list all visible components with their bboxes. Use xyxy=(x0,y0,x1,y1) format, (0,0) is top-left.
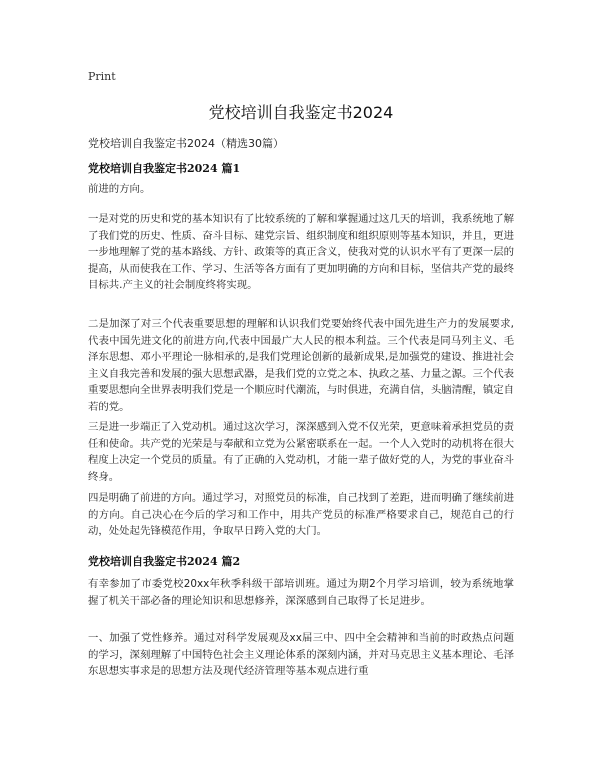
print-link[interactable]: Print xyxy=(88,70,116,83)
document-page xyxy=(88,0,514,776)
document-subtitle: 党校培训自我鉴定书2024（精选30篇） xyxy=(88,137,284,150)
paragraph: 一是对党的历史和党的基本知识有了比较系统的了解和掌握通过这几天的培训，我系统地了解了我们党的历史、性质、奋斗目标、建党宗旨、组织制度和组织原则等基本知识，并且，更进一步地理解了党的基本路线、方针、政策等的真正含义，使我对党的认识水平有了更深一层的提高，从而使我在工作、学习、生活等各方面有了更加明确的方向和目标，坚信共产党的最终目标共.产主义的社会制度终将实现。 xyxy=(88,213,514,292)
paragraph: 有幸参加了市委党校20xx年秋季科级干部培训班。通过为期2个月学习培训，较为系统地掌握了机关干部必备的理论知识和思想修养，深深感到自己取得了长足进步。 xyxy=(88,578,514,607)
section-heading-1: 党校培训自我鉴定书2024 篇1 xyxy=(88,162,241,175)
paragraph: 前进的方向。 xyxy=(88,183,151,195)
paragraph: 四是明确了前进的方向。通过学习，对照党员的标准，自己找到了差距，进而明确了继续前进的方向。自己决心在今后的学习和工作中，用共产党员的标准严格要求自己，规范自己的行动，处处起先锋模范作用，争取早日跨入党的大门。 xyxy=(88,492,514,538)
paragraph: 二是加深了对三个代表重要思想的理解和认识我们党要始终代表中国先进生产力的发展要求,代表中国先进文化的前进方向,代表中国最广大人民的根本利益。三个代表是同马列主义、毛泽东思想、邓小平理论一脉相承的,是我们党理论创新的最新成果,是加强党的建设、推进社会主义自我完善和发展的强大思想武器，是我们党的立党之本、执政之基、力量之源。三个代表重要思想向全世界表明我们党是一个顺应时代潮流，与时俱进，充满自信，头脑清醒，镇定自若的党。 xyxy=(88,318,514,413)
section-heading-2: 党校培训自我鉴定书2024 篇2 xyxy=(88,555,241,568)
paragraph: 一、加强了党性修养。通过对科学发展观及xx届三中、四中全会精神和当前的时政热点问题的学习，深刻理解了中国特色社会主义理论体系的深刻内涵，并对马克思主义基本理论、毛泽东思想实事求是的思想方法及现代经济管理等基本观点进行重 xyxy=(88,632,514,678)
page-title: 党校培训自我鉴定书2024 xyxy=(208,103,394,122)
paragraph: 三是进一步端正了入党动机。通过这次学习，深深感到入党不仅光荣，更意味着承担党员的责任和使命。共产党的光荣是与奉献和立党为公紧密联系在一起。一个人入党时的动机将在很大程度上决定一个党员的质量。有了正确的入党动机，才能一辈子做好党的人，为党的事业奋斗终身。 xyxy=(88,421,514,483)
